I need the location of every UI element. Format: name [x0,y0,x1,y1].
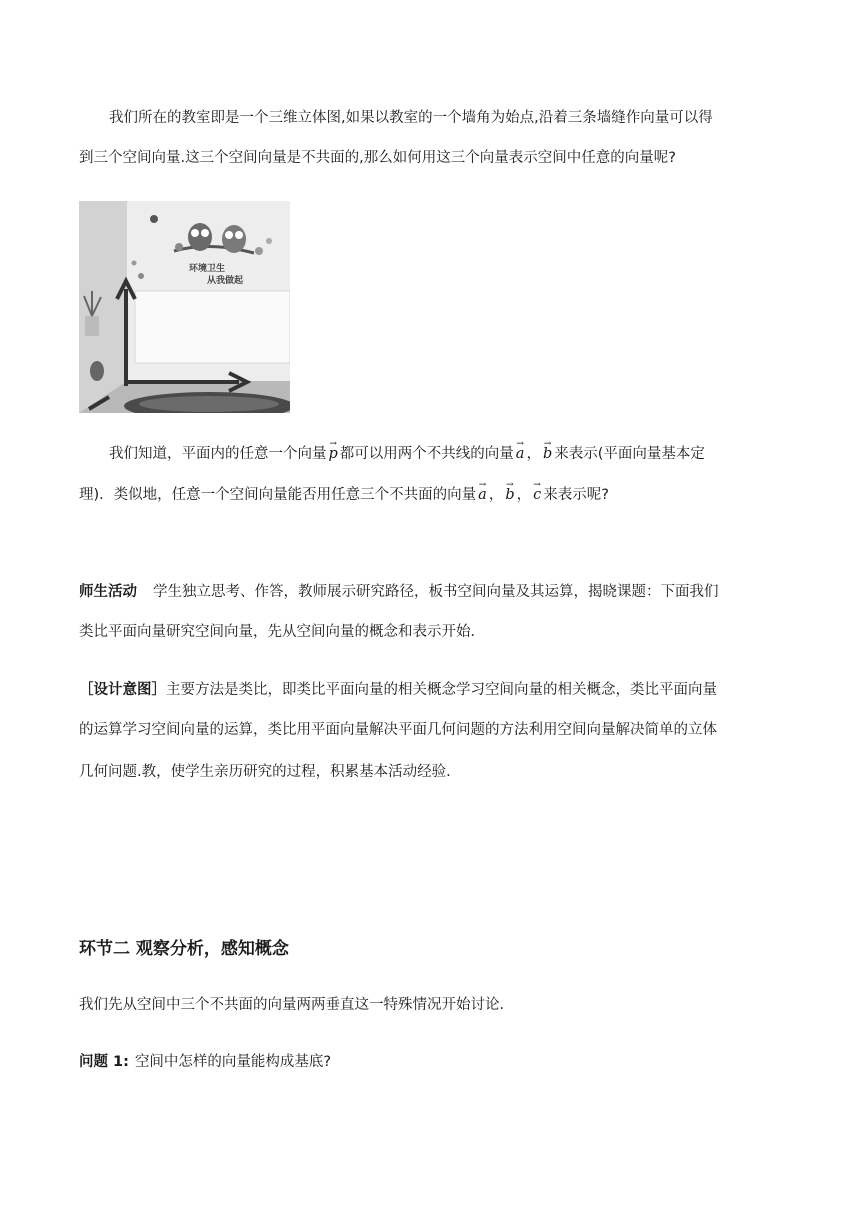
section-intro: 我们先从空间中三个不共面的向量两两垂直这一特殊情况开始讨论． [79,997,514,1013]
classroom-corner-photo [79,201,290,413]
separator: ， [516,487,532,503]
vector-a: → a [516,444,525,464]
activity-text-1: 学生独立思考、作答，教师展示研究路径，板书空间向量及其运算，揭晓课题：下面我们 [153,584,719,600]
design-line-1 [79,680,717,700]
vector-c: → c [533,485,541,505]
intro-line-2: 到三个空间向量.这三个空间向量是不共面的,那么如何用这三个向量表示空间中任意的向量呢? [79,150,676,166]
plane-text-4: 理)．类似地，任意一个空间向量能否用任意三个不共面的向量 [79,487,477,503]
question-1 [79,1052,331,1072]
separator: ， [526,446,541,462]
design-text-1: 主要方法是类比，即类比平面向量的相关概念学习空间向量的相关概念，类比平面向量 [166,682,717,698]
activity-line-2: 类比平面向量研究空间向量，先从空间向量的概念和表示开始． [79,624,485,640]
design-line-2: 的运算学习空间向量的运算，类比用平面向量解决平面几何问题的方法利用空间向量解决简单的立体 [79,722,717,738]
vector-b: → b [505,485,514,505]
plane-text-5: 来表示呢? [543,487,609,503]
plane-line-1 [109,444,705,464]
design-line-3: 几何问题.教，使学生亲历研究的过程，积累基本活动经验. [79,764,451,780]
plane-text-1: 我们知道，平面内的任意一个向量 [109,446,327,462]
design-label: ［设计意图］ [79,682,166,698]
activity-label: 师生活动 [79,584,137,600]
separator: ， [488,487,504,503]
plane-text-3: 来表示(平面向量基本定 [554,446,705,462]
activity-line-1 [79,582,719,602]
vector-p: → p [329,444,338,464]
section-heading: 环节二 观察分析，感知概念 [79,939,289,959]
plane-line-2 [79,485,609,505]
photo-caption-line-2: 从我做起 [207,276,244,286]
classroom-illustration [79,201,290,413]
intro-line-1: 我们所在的教室即是一个三维立体图,如果以教室的一个墙角为始点,沿着三条墙缝作向量可以得 [109,110,713,126]
vector-b: → b [543,444,552,464]
question-label: 问题 1: [79,1054,129,1070]
question-text: 空间中怎样的向量能构成基底? [134,1054,332,1070]
plane-text-2: 都可以用两个不共线的向量 [339,446,514,462]
vector-a: → a [478,485,487,505]
photo-caption-line-1: 环境卫生 [189,264,226,274]
photo-caption [189,263,243,287]
